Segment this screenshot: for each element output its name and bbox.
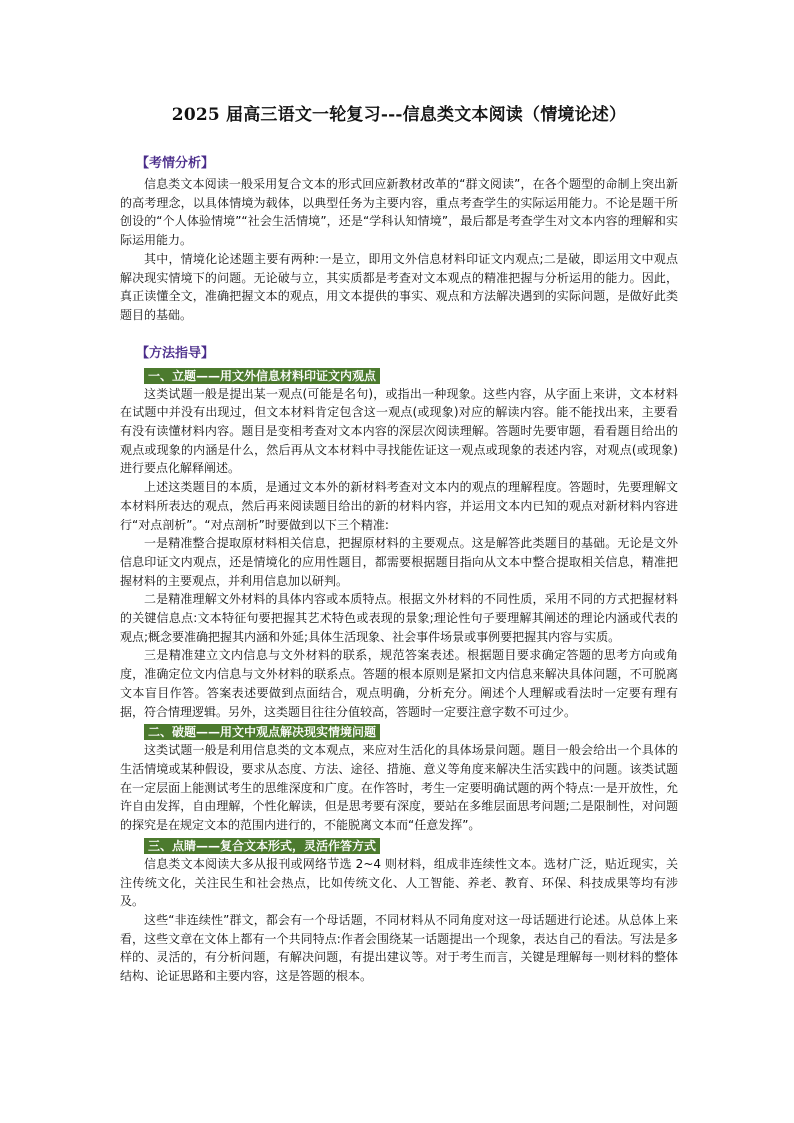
paragraph: 其中，情境化论述题主要有两种:一是立，即用文外信息材料印证文内观点;二是破，即运用文中观点解决现实情境下的问题。无论破与立，其实质都是考查对文本观点的精准把握与分析运用的能力。因此，真正读懂全文，准确把握文本的观点，用文本提供的事实、观点和方法解决遇到的实际问题，是做好此类题目的基础。 (120, 251, 678, 322)
section-heading-method: 【方法指导】 (136, 345, 215, 361)
paragraph: 这些“非连续性”群文，都会有一个母话题，不同材料从不同角度对这一母话题进行论述。从总体上来看，这些文章在文体上都有一个共同特点:作者会围绕某一话题提出一个现象，表达自己的看法。写法是多样的、灵活的，有分析问题，有解决问题，有提出建议等。对于考生而言，关键是理解每一则材料的整体结构、论证思路和主要内容，这是答题的根本。 (120, 912, 679, 984)
paragraph: 上述这类题目的本质，是通过文本外的新材料考查对文本内的观点的理解程度。答题时，先要理解文本材料所表达的观点，然后再来阅读题目给出的新的材料内容，并运用文本内已知的观点对新材料内容进行“对点剖析”。“对点剖析”时要做到以下三个精准: (120, 480, 678, 532)
subheading-bar-po: 二、破题——用文中观点解决现实情境问题 (144, 724, 380, 740)
section-heading-analysis: 【考情分析】 (136, 156, 215, 171)
paragraph: 二是精准理解文外材料的具体内容或本质特点。根据文外材料的不同性质，采用不同的方式把握材料的关键信息点:文本特征句要把握其艺术特色或表现的景象;理论性句子要理解其阐述的理论内涵或代表的观点;概念要准确把握其内涵和外延;具体生活现象、社会事件场景或事例要把握其内容与实质。 (120, 592, 678, 644)
subheading-bar-li: 一、立题——用文外信息材料印证文内观点 (144, 368, 380, 384)
paragraph: 信息类文本阅读大多从报刊或网络节选 2~4 则材料，组成非连续性文本。选材广泛，贴近现实，关注传统文化，关注民生和社会热点，比如传统文化、人工智能、养老、教育、环保、科技成果等均有涉及。 (120, 856, 678, 909)
paragraph: 这类试题一般是利用信息类的文本观点，来应对生活化的具体场景问题。题目一般会给出一个具体的生活情境或某种假设，要求从态度、方法、途径、措施、意义等角度来解决生活实践中的问题。该类试题在一定层面上能测试考生的思维深度和广度。在作答时，考生一定要明确试题的两个特点:一是开放性，允许自由发挥，自由理解，个性化解读，但是思考要有深度，要站在多维层面思考问题;二是限制性，对问题的探究是在规定文本的范围内进行的，不能脱离文本而“任意发挥”。 (120, 743, 678, 833)
paragraph: 三是精准建立文内信息与文外材料的联系，规范答案表述。根据题目要求确定答题的思考方向或角度，准确定位文内信息与文外材料的联系点。答题的根本原则是紧扣文内信息来解决具体问题，不可脱离文本盲目作答。答案表述要做到点面结合，观点明确，分析充分。阐述个人理解或看法时一定要有理有据，符合情理逻辑。另外，这类题目往往分值较高，答题时一定要注意字数不可过少。 (120, 648, 678, 719)
section-analysis (120, 155, 678, 325)
subheading-bar-dianjing: 三、点睛——复合文本形式，灵活作答方式 (144, 838, 380, 854)
page-title: 2025 届高三语文一轮复习---信息类文本阅读（情境论述） (171, 105, 627, 125)
paragraph: 一是精准整合提取原材料相关信息，把握原材料的主要观点。这是解答此类题目的基础。无论是文外信息印证文内观点，还是情境化的应用性题目，都需要根据题目指向从文本中整合提取相关信息，精准把握材料的主要观点，并利用信息加以研判。 (120, 536, 678, 588)
document-page (120, 100, 678, 986)
section-method (120, 345, 678, 986)
paragraph: 这类试题一般是提出某一观点(可能是名句)，或指出一种现象。这些内容，从字面上来讲，文本材料在试题中并没有出现过，但文本材料肯定包含这一观点(或现象)对应的解读内容。能不能找出来，主要看有没有读懂材料内容。题目是变相考查对文本内容的深层次阅读理解。答题时先要审题，看看题目给出的观点或现象的内涵是什么，然后再从文本材料中寻找能佐证这一观点或现象的表述内容，对观点(或现象)进行要点化解释阐述。 (120, 386, 678, 476)
paragraph: 信息类文本阅读一般采用复合文本的形式回应新教材改革的“群文阅读”，在各个题型的命制上突出新的高考理念，以具体情境为载体，以典型任务为主要内容，重点考查学生的实际运用能力。不论是题干所创设的“个人体验情境”“社会生活情境”，还是“学科认知情境”，最后都是考查学生对文本内容的理解和实际运用能力。 (120, 177, 679, 248)
